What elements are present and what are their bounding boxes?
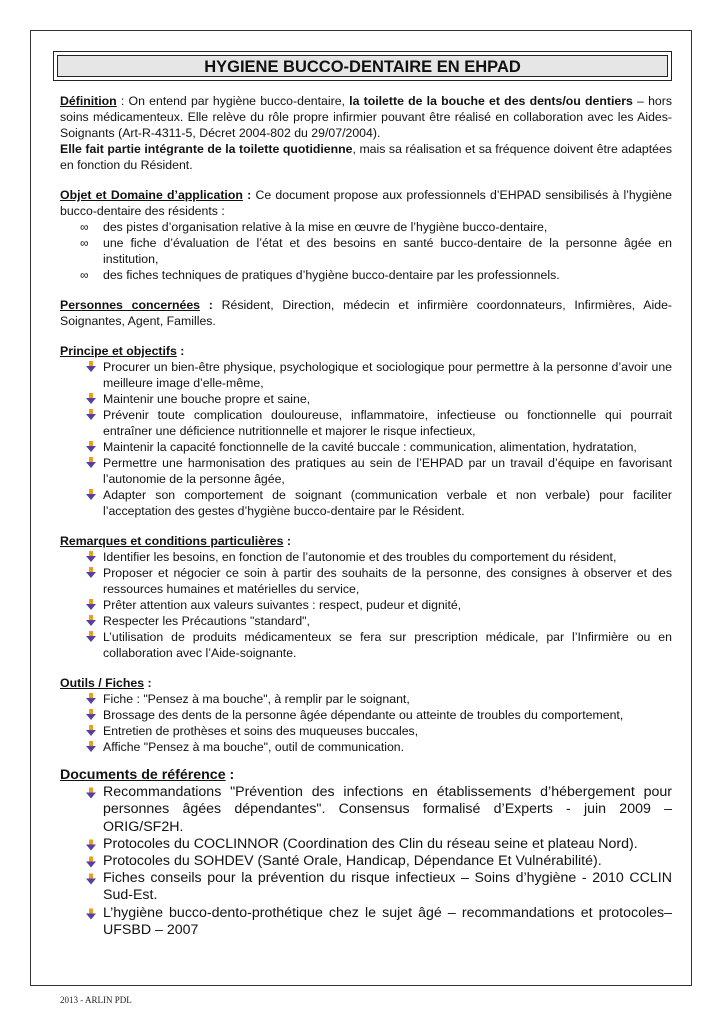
definition-paragraph [60,93,672,173]
personnes-heading: Personnes concernées [60,298,201,312]
list-item-text: des fiches techniques de pratiques d’hygiène bucco-dentaire par les professionnels. [103,268,560,282]
personnes-text: Résident, Direction, médecin et infirmière coordonnateurs, Infirmières, Aide-Soignantes, Agent, Familles. [60,298,672,328]
list-item [60,870,672,904]
objet-paragraph [60,187,672,219]
list-item-text: Respecter les Précautions "standard", [103,614,310,628]
definition-text-1: On entend par hygiène bucco-dentaire, [128,94,350,108]
definition-bold-2: Elle fait partie intégrante de la toilette quotidienne [60,142,353,156]
principe-heading: Principe et objectifs [60,344,177,358]
definition-text-2: – hors soins médicamenteux. Elle relève du rôle propre infirmier pouvant être réalisé en collaboration avec les Aides-Soignants (Art-R-4311-5, Décret 2004-802 du 29/07/2004). [60,94,673,140]
documents-section [60,767,672,939]
down-arrow-bullet-icon [86,457,96,468]
remarques-heading-line [60,533,672,549]
documents-heading: Documents de référence [60,767,226,783]
objet-intro: Ce document propose aux professionnels d’EHPAD sensibilisés à l’hygiène bucco-dentaire des résidents : [60,188,672,218]
list-item-text: L’hygiène bucco-dento-prothétique chez le sujet âgé – recommandations et protocoles– UFSBD – 2007 [103,904,672,938]
list-item-text: Maintenir une bouche propre et saine, [103,392,311,406]
list-item-text: Protocoles du COCLINNOR (Coordination des Clin du réseau seine et plateau Nord). [103,835,638,852]
list-item-text: Maintenir la capacité fonctionnelle de la cavité buccale : communication, alimentation, hydratation, [103,440,637,454]
list-item [60,905,672,939]
list-item-text: Procurer un bien-être physique, psychologique et sociologique pour permettre à la personne d’avoir une meilleure image d’elle-même, [103,360,672,390]
down-arrow-bullet-icon [86,615,96,626]
list-item [60,784,672,836]
definition-sep: : [116,94,129,108]
down-arrow-bullet-icon [86,709,96,720]
personnes-paragraph [60,297,672,329]
list-item [60,391,672,407]
list-item-text: une fiche d’évaluation de l’état et des besoins en santé bucco-dentaire de la personne âgée en institution, [103,236,672,266]
list-item [60,853,672,870]
list-item [60,267,672,283]
down-arrow-bullet-icon [86,725,96,736]
list-item [60,359,672,391]
document-body [60,93,672,939]
list-item-text: Identifier les besoins, en fonction de l’autonomie et des troubles du comportement du résident, [103,550,617,564]
down-arrow-bullet-icon [86,631,96,642]
documents-sep: : [225,767,235,783]
list-item [60,597,672,613]
down-arrow-bullet-icon [86,741,96,752]
list-item [60,487,672,519]
list-item-text: Permettre une harmonisation des pratiques au sein de l’EHPAD par un travail d’équipe en favorisant l’autonomie de la personne âgée, [103,456,672,486]
definition-text-3: , mais sa réalisation et sa fréquence doivent être adaptées en fonction du Résident. [60,142,672,172]
down-arrow-bullet-icon [86,409,96,420]
remarques-sep: : [283,534,291,548]
down-arrow-bullet-icon [86,873,96,885]
list-item-text: Fiches conseils pour la prévention du risque infectieux – Soins d’hygiène - 2010 CCLIN Sud-Est. [103,870,672,904]
list-item [60,219,672,235]
list-item-text: Brossage des dents de la personne âgée dépendante ou atteinte de troubles du comportement, [103,708,624,722]
down-arrow-bullet-icon [86,693,96,704]
list-item [60,739,672,755]
list-item [60,723,672,739]
outils-sep: : [144,676,152,690]
list-item-text: des pistes d’organisation relative à la mise en œuvre de l’hygiène bucco-dentaire, [103,220,548,234]
list-item [60,629,672,661]
outils-heading-line [60,675,672,691]
principe-sep: : [176,344,185,358]
infinity-bullet-icon: ∞ [80,220,89,234]
list-item-text: Affiche "Pensez à ma bouche", outil de communication. [103,740,405,754]
list-item-text: Proposer et négocier ce soin à partir des souhaits de la personne, des consignes à observer et des ressources humaines et matérielles du service, [103,566,672,596]
footer-text: 2013 - ARLIN PDL [60,995,132,1005]
personnes-sep: : [200,298,222,312]
down-arrow-bullet-icon [86,489,96,500]
remarques-list [60,549,672,661]
documents-list [60,784,672,939]
list-item [60,565,672,597]
list-item [60,707,672,723]
list-item [60,439,672,455]
list-item [60,407,672,439]
document-title: HYGIENE BUCCO-DENTAIRE EN EHPAD [57,55,668,77]
list-item-text: Protocoles du SOHDEV (Santé Orale, Handicap, Dépendance Et Vulnérabilité). [103,853,602,870]
down-arrow-bullet-icon [86,908,96,920]
infinity-bullet-icon: ∞ [80,236,89,250]
list-item-text: Entretien de prothèses et soins des muqueuses buccales, [103,724,419,738]
principe-list [60,359,672,519]
down-arrow-bullet-icon [86,599,96,610]
list-item-text: Fiche : "Pensez à ma bouche", à remplir par le soignant, [103,692,410,706]
down-arrow-bullet-icon [86,856,96,868]
title-box [53,51,672,81]
list-item-text: Prévenir toute complication douloureuse, inflammatoire, infectieuse ou fonctionnelle qui pourrait entraîner une déficience nutritionnelle et majorer le risque infectieux, [103,408,672,438]
definition-bold-1: la toilette de la bouche et des dents/ou dentiers [349,94,633,108]
list-item-text: Recommandations "Prévention des infections en établissements d’hébergement pour personnes âgées dépendantes". Consensus formalisé d’Experts - juin 2009 – ORIG/SF2H. [103,784,672,835]
documents-heading-line [60,767,672,784]
infinity-bullet-icon: ∞ [80,268,89,282]
down-arrow-bullet-icon [86,393,96,404]
principe-heading-line [60,343,672,359]
remarques-heading: Remarques et conditions particulières [60,534,284,548]
list-item-text: L’utilisation de produits médicamenteux se fera sur prescription médicale, par l’Infirmière ou en collaboration avec l’Aide-soignante. [103,630,672,660]
objet-heading: Objet et Domaine d’application [60,188,243,202]
list-item [60,613,672,629]
list-item [60,836,672,853]
objet-sep: : [242,188,256,202]
down-arrow-bullet-icon [86,441,96,452]
definition-heading: Définition [60,94,117,108]
outils-heading: Outils / Fiches [60,676,145,690]
down-arrow-bullet-icon [86,787,96,799]
down-arrow-bullet-icon [86,567,96,578]
list-item [60,691,672,707]
list-item [60,235,672,267]
down-arrow-bullet-icon [86,551,96,562]
list-item-text: Adapter son comportement de soignant (communication verbale et non verbale) pour faciliter l’acceptation des gestes d’hygiène bucco-dentaire par le Résident. [103,488,672,518]
list-item [60,455,672,487]
down-arrow-bullet-icon [86,839,96,851]
objet-list [60,219,672,283]
list-item [60,549,672,565]
list-item-text: Prêter attention aux valeurs suivantes : respect, pudeur et dignité, [103,598,462,612]
down-arrow-bullet-icon [86,361,96,372]
outils-list [60,691,672,755]
